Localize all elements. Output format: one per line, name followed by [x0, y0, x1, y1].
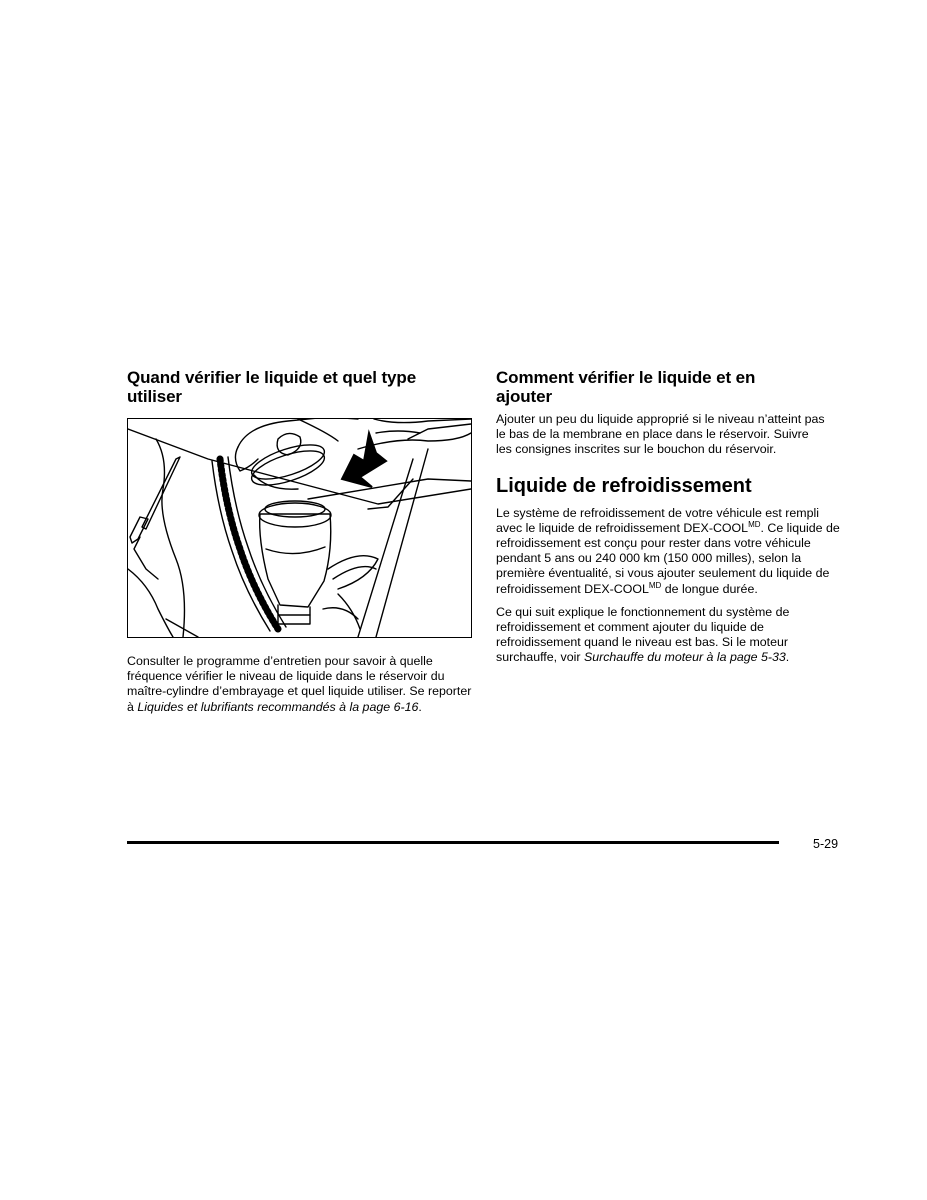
paragraph-when-check-text: Consulter le programme d’entretien pour savoir à quelle fréquence vérifier le niveau de liquide dans le réservoir du maître-cylindre d’embrayage et quel liquide utiliser. Se reporter à	[127, 654, 472, 714]
paragraph-coolant	[496, 506, 846, 597]
right-column	[496, 368, 846, 666]
paragraph-coolant-text-1: Le système de refroidissement de votre véhicule est rempli avec le liquide de refroidissement DEX-COOL	[496, 505, 819, 535]
cross-reference-link: Liquides et lubrifiants recommandés à la page 6-16	[137, 699, 419, 714]
section-heading-how-check: Comment vérifier le liquide et en ajouter	[496, 368, 756, 406]
paragraph-explanation-text: Ce qui suit explique le fonctionnement du système de refroidissement et comment ajouter du liquide de refroidissement quand le niveau est bas. Si le moteur surchauffe, voir	[496, 604, 790, 665]
paragraph-coolant-text-3: de longue durée.	[661, 581, 758, 596]
paragraph-when-check	[127, 654, 472, 715]
section-heading-when-check: Quand vérifier le liquide et quel type utiliser	[127, 368, 417, 406]
page-number: 5-29	[813, 837, 839, 851]
reservoir-illustration	[127, 418, 472, 638]
paragraph-coolant-explanation	[496, 605, 826, 666]
left-column	[127, 368, 472, 715]
footer-rule	[127, 841, 779, 844]
trademark-superscript: MD	[748, 519, 761, 529]
paragraph-how-check: Ajouter un peu du liquide approprié si le niveau n’atteint pas le bas de la membrane en place dans le réservoir. Suivre les consignes inscrites sur le bouchon du réservoir.	[496, 412, 825, 457]
trademark-superscript: MD	[648, 580, 662, 590]
arrow-icon	[342, 433, 386, 487]
reservoir-illustration-drawing	[128, 419, 471, 637]
paragraph-when-check-end: .	[418, 699, 422, 714]
paragraph-coolant-text-2: . Ce liquide de refroidissement est conçu pour rester dans votre véhicule pendant 5 ans ou 240 000 km (150 000 milles), selon la première éventualité, si vous ajouter seulement du liquide de refroidissement DEX-COOL	[496, 520, 840, 596]
paragraph-explanation-end: .	[785, 650, 790, 665]
cross-reference-link: Surchauffe du moteur à la page 5-33	[583, 650, 786, 665]
section-heading-coolant: Liquide de refroidissement	[496, 474, 752, 497]
